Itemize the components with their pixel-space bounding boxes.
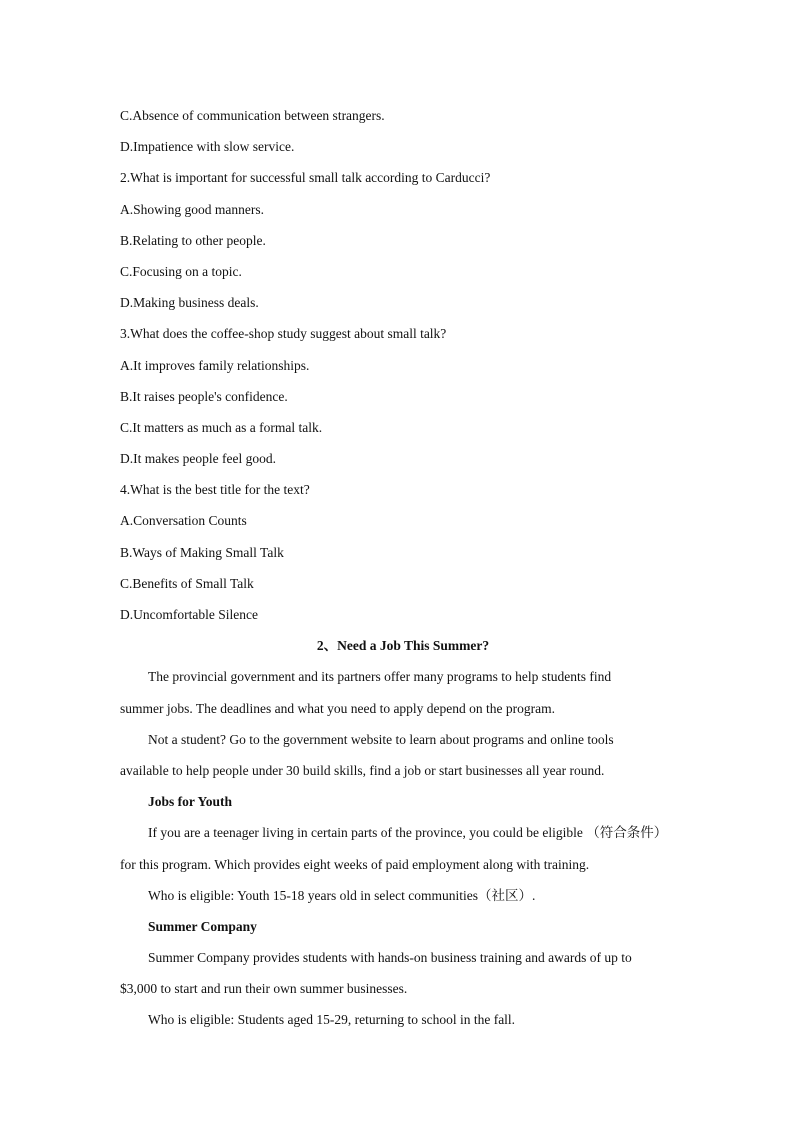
option-line: A.Conversation Counts: [120, 513, 247, 529]
paragraph-line: If you are a teenager living in certain parts of the province, you could be eligible （符合条件）: [148, 825, 668, 841]
option-line: D.It makes people feel good.: [120, 451, 276, 467]
document-body: [120, 100, 686, 1036]
option-line: A.Showing good manners.: [120, 201, 264, 217]
section-title: 2、Need a Job This Summer?: [316, 638, 490, 654]
paragraph-line: $3,000 to start and run their own summer businesses.: [120, 981, 408, 997]
subheading-summer-company: Summer Company: [148, 918, 257, 934]
paragraph-line: The provincial government and its partners offer many programs to help students find: [148, 669, 612, 685]
option-line: B.Ways of Making Small Talk: [120, 544, 284, 560]
eligibility-line: Who is eligible: Students aged 15-29, returning to school in the fall.: [148, 1012, 516, 1028]
option-line: C.It matters as much as a formal talk.: [120, 419, 323, 435]
option-line: D.Making business deals.: [120, 295, 259, 311]
option-line: C.Benefits of Small Talk: [120, 575, 254, 591]
option-line: D.Uncomfortable Silence: [120, 607, 258, 622]
eligibility-line: Who is eligible: Youth 15-18 years old in select communities（社区）.: [148, 887, 536, 903]
option-line: C.Focusing on a topic.: [120, 263, 242, 279]
paragraph-line: summer jobs. The deadlines and what you need to apply depend on the program.: [120, 700, 556, 716]
option-line: D.Impatience with slow service.: [120, 139, 295, 155]
question-line: 3.What does the coffee-shop study suggest about small talk?: [120, 326, 447, 342]
question-line: 2.What is important for successful small talk according to Carducci?: [120, 170, 491, 186]
question-line: 4.What is the best title for the text?: [120, 482, 310, 498]
paragraph-line: available to help people under 30 build skills, find a job or start businesses all year round.: [120, 762, 605, 778]
paragraph-line: for this program. Which provides eight weeks of paid employment along with training.: [120, 856, 590, 872]
option-line: C.Absence of communication between strangers.: [120, 108, 385, 123]
option-line: B.It raises people's confidence.: [120, 388, 288, 404]
paragraph-line: Summer Company provides students with hands-on business training and awards of up to: [148, 950, 632, 966]
option-line: A.It improves family relationships.: [120, 357, 310, 373]
subheading-jobs-for-youth: Jobs for Youth: [148, 794, 233, 810]
option-line: B.Relating to other people.: [120, 232, 266, 248]
paragraph-line: Not a student? Go to the government website to learn about programs and online tools: [148, 731, 614, 747]
